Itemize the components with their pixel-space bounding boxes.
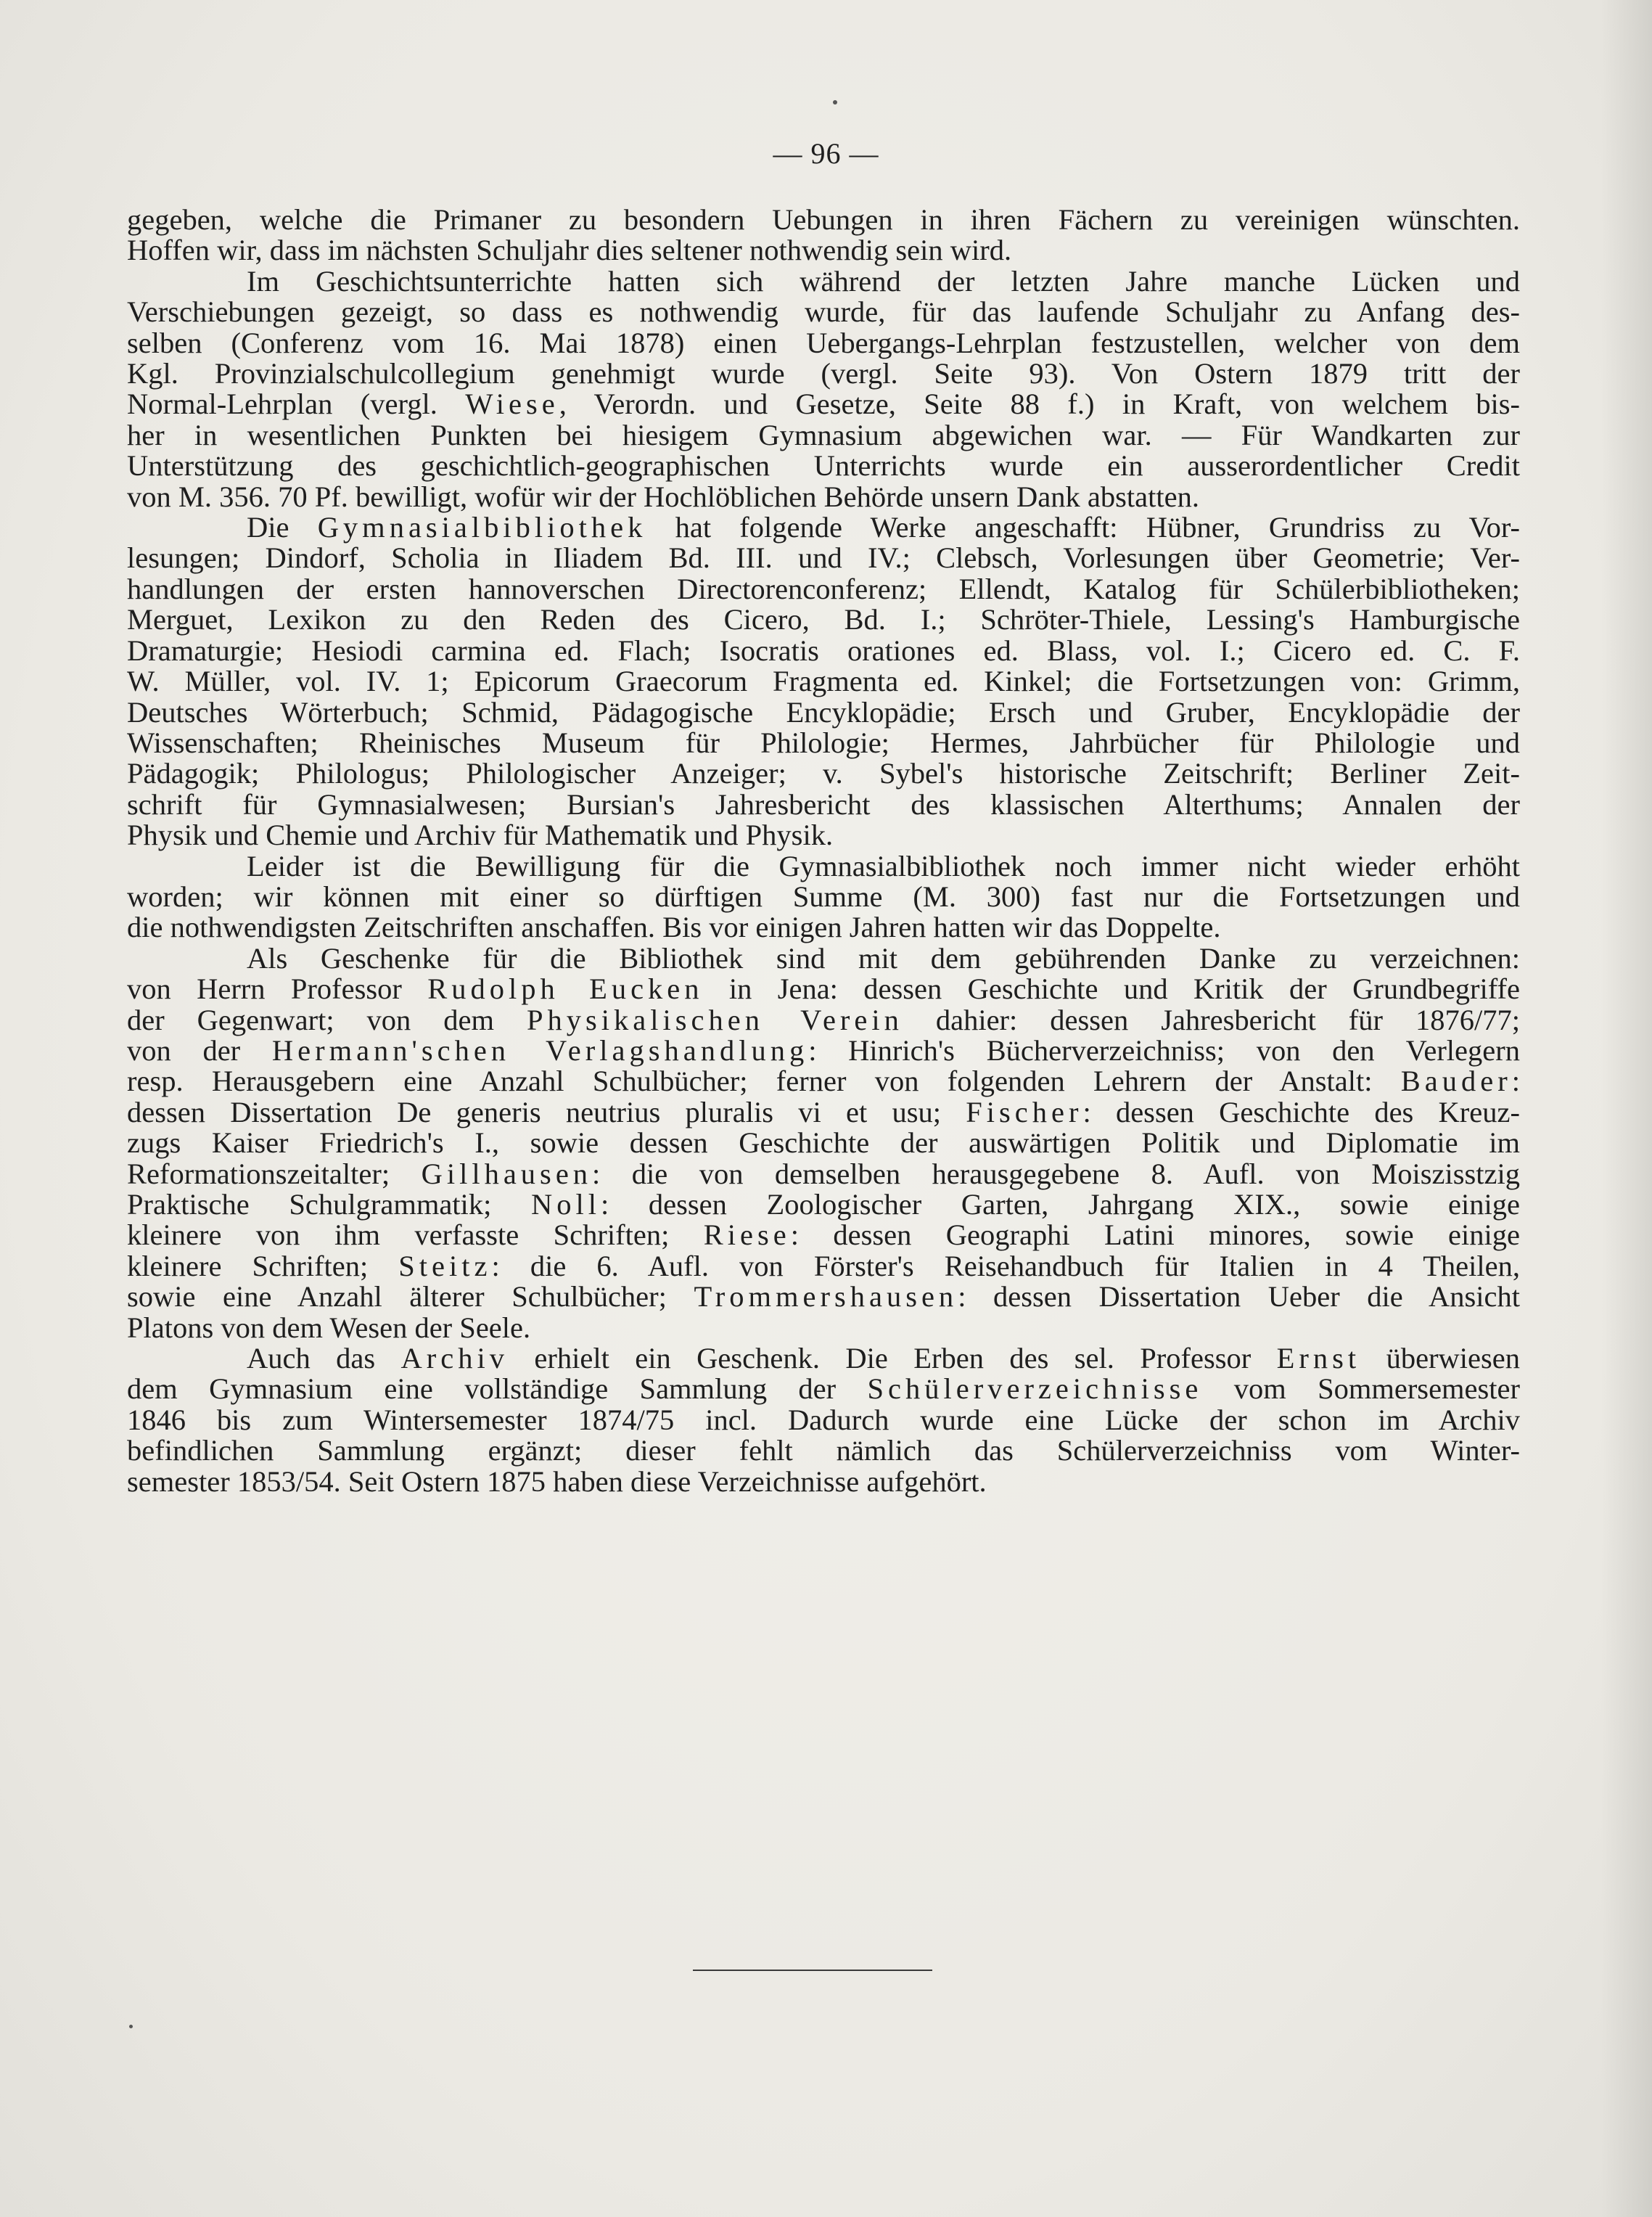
text-run: dem Gymnasium eine vollständige Sammlung der	[127, 1372, 868, 1406]
text-run: vom Sommersemester	[1202, 1372, 1521, 1406]
text-run: der Gegenwart; von dem	[127, 1003, 527, 1036]
text-line	[127, 1097, 1520, 1128]
spaced-name: Gymnasialbibliothek	[317, 511, 647, 544]
text-line: worden; wir können mit einer so dürftigen Summe (M. 300) fast nur die Fortsetzungen und	[127, 880, 1520, 913]
text-line	[127, 1005, 1520, 1036]
text-line	[127, 1033, 1520, 1067]
text-line: Platons von dem Wesen der Seele.	[127, 1311, 531, 1344]
text-run: , Verordn. und Gesetze, Seite 88 f.) in Kraft, von welchem bis-	[559, 388, 1520, 421]
text-line: von M. 356. 70 Pf. bewilligt, wofür wir der Hochlöblichen Behörde unsern Dank abstatten.	[127, 480, 1199, 513]
text-line: Als Geschenke für die Bibliothek sind mit dem gebührenden Danke zu verzeichnen:	[247, 941, 1520, 975]
text-line: Verschiebungen gezeigt, so dass es nothwendig wurde, für das laufende Schuljahr zu Anfang des-	[127, 295, 1520, 329]
text-run: : die 6. Aufl. von Förster's Reisehandbuch für Italien in 4 Theilen,	[491, 1249, 1521, 1282]
text-line: Merguet, Lexikon zu den Reden des Cicero, Bd. I.; Schröter-Thiele, Lessing's Hamburgische	[127, 603, 1520, 636]
text-line: semester 1853/54. Seit Ostern 1875 haben diese Verzeichnisse aufgehört.	[127, 1464, 987, 1498]
text-run: Auch das	[247, 1342, 401, 1375]
text-run: in Jena: dessen Geschichte und Kritik der Grundbegriffe	[703, 972, 1520, 1006]
spaced-name: Archiv	[400, 1342, 509, 1375]
spaced-name: Steitz	[398, 1249, 492, 1282]
spaced-name: Schülerverzeichnisse	[867, 1372, 1203, 1406]
spaced-name: Rudolph Eucken	[427, 972, 704, 1006]
text-run: : Hinrich's Bücherverzeichniss; von den Verlegern	[808, 1033, 1520, 1067]
text-run: Reformationszeitalter;	[127, 1157, 422, 1190]
spaced-name: Wiese	[465, 388, 559, 421]
spaced-name: Trommershausen	[694, 1280, 958, 1314]
text-line	[127, 1220, 1520, 1250]
text-run: von Herrn Professor	[127, 972, 428, 1006]
text-run: von der	[127, 1033, 272, 1067]
text-run: Praktische Schulgrammatik;	[127, 1188, 531, 1221]
text-line	[127, 1343, 1520, 1374]
spaced-name: Noll	[530, 1188, 601, 1221]
text-line: Wissenschaften; Rheinisches Museum für Philologie; Hermes, Jahrbücher für Philologie und	[127, 726, 1520, 759]
text-run: : dessen Geschichte des Kreuz-	[1082, 1095, 1520, 1128]
page-edge-shadow	[1601, 0, 1652, 2217]
text-run: erhielt ein Geschenk. Die Erben des sel. Professor	[509, 1342, 1277, 1375]
text-run: sowie eine Anzahl älterer Schulbücher;	[127, 1280, 694, 1314]
text-line: Unterstützung des geschichtlich-geographischen Unterrichts wurde ein ausserordentlicher Credit	[127, 449, 1520, 483]
text-line	[127, 389, 1520, 419]
text-line: Dramaturgie; Hesiodi carmina ed. Flach; Isocratis orationes ed. Blass, vol. I.; Cicero ed. C. F.	[127, 634, 1520, 667]
text-line	[127, 1159, 1520, 1189]
text-run: hat folgende Werke angeschafft: Hübner, Grundriss zu Vor-	[646, 511, 1520, 544]
text-line: selben (Conferenz vom 16. Mai 1878) einen Uebergangs-Lehrplan festzustellen, welcher von dem	[127, 326, 1520, 359]
spaced-name: Bauder	[1400, 1065, 1512, 1098]
text-line	[127, 1374, 1520, 1404]
text-line: zugs Kaiser Friedrich's I., sowie dessen Geschichte der auswärtigen Politik und Diplomatie im	[127, 1126, 1520, 1160]
spaced-name: Physikalischen Verein	[526, 1003, 903, 1036]
text-line: schrift für Gymnasialwesen; Bursian's Jahresbericht des klassischen Alterthums; Annalen der	[127, 787, 1520, 821]
spaced-name: Riese	[703, 1218, 791, 1252]
text-line: befindlichen Sammlung ergänzt; dieser fehlt nämlich das Schülerverzeichniss vom Winter-	[127, 1434, 1520, 1467]
text-line	[127, 1189, 1520, 1220]
end-rule	[693, 1970, 932, 1971]
text-line	[127, 1251, 1520, 1282]
page-number: — 96 —	[773, 137, 879, 170]
text-run: Die	[247, 511, 318, 544]
text-line: Im Geschichtsunterrichte hatten sich während der letzten Jahre manche Lücken und	[247, 264, 1520, 298]
text-run: dahier: dessen Jahresbericht für 1876/77;	[903, 1003, 1521, 1036]
text-line: Pädagogik; Philologus; Philologischer Anzeiger; v. Sybel's historische Zeitschrift; Berliner Zeit-	[127, 757, 1520, 790]
text-run: : dessen Zoologischer Garten, Jahrgang XIX., sowie einige	[601, 1188, 1520, 1221]
spaced-name: Fischer	[966, 1095, 1083, 1128]
text-line: Deutsches Wörterbuch; Schmid, Pädagogische Encyklopädie; Ersch und Gruber, Encyklopädie der	[127, 695, 1520, 729]
text-line: W. Müller, vol. IV. 1; Epicorum Graecorum Fragmenta ed. Kinkel; die Fortsetzungen von: Grimm,	[127, 665, 1520, 698]
text-line: handlungen der ersten hannoverschen Directorenconferenz; Ellendt, Katalog für Schülerbibliotheken;	[127, 572, 1520, 605]
text-run: kleinere von ihm verfasste Schriften;	[127, 1218, 704, 1252]
text-line: die nothwendigsten Zeitschriften anschaffen. Bis vor einigen Jahren hatten wir das Doppelte.	[127, 911, 1221, 944]
text-run: :	[1511, 1065, 1520, 1098]
text-run: dessen Dissertation De generis neutrius pluralis vi et usu;	[127, 1095, 966, 1128]
text-line	[127, 512, 1520, 543]
text-line: Physik und Chemie und Archiv für Mathematik und Physik.	[127, 819, 834, 852]
text-run: resp. Herausgebern eine Anzahl Schulbücher; ferner von folgenden Lehrern der Anstalt:	[127, 1065, 1401, 1098]
text-line	[127, 974, 1520, 1004]
text-line: Leider ist die Bewilligung für die Gymnasialbibliothek noch immer nicht wieder erhöht	[247, 849, 1520, 882]
spaced-name: Ernst	[1276, 1342, 1361, 1375]
text-run: : die von demselben herausgegebene 8. Aufl. von Moiszisstzig	[592, 1157, 1520, 1190]
text-run: kleinere Schriften;	[127, 1249, 399, 1282]
text-run: Normal-Lehrplan (vergl.	[127, 388, 466, 421]
text-line	[127, 1282, 1520, 1312]
text-line	[127, 1066, 1520, 1097]
text-line: Hoffen wir, dass im nächsten Schuljahr dies seltener nothwendig sein wird.	[127, 234, 1012, 267]
spaced-name: Gillhausen	[421, 1157, 593, 1190]
text-run: : dessen Geographi Latini minores, sowie einige	[790, 1218, 1520, 1252]
body-text	[127, 205, 1520, 1497]
text-run: überwiesen	[1360, 1342, 1520, 1375]
text-line: Kgl. Provinzialschulcollegium genehmigt wurde (vergl. Seite 93). Von Ostern 1879 tritt der	[127, 357, 1520, 390]
text-line: 1846 bis zum Wintersemester 1874/75 incl. Dadurch wurde eine Lücke der schon im Archiv	[127, 1403, 1520, 1436]
text-line: lesungen; Dindorf, Scholia in Iliadem Bd. III. und IV.; Clebsch, Vorlesungen über Geometrie; Ver-	[127, 541, 1520, 575]
text-line: her in wesentlichen Punkten bei hiesigem Gymnasium abgewichen war. — Für Wandkarten zur	[127, 418, 1520, 451]
text-run: : dessen Dissertation Ueber die Ansicht	[958, 1280, 1520, 1314]
text-line: gegeben, welche die Primaner zu besondern Uebungen in ihren Fächern zu vereinigen wünschten.	[127, 203, 1520, 236]
spaced-name: Hermann'schen Verlagshandlung	[271, 1033, 809, 1067]
